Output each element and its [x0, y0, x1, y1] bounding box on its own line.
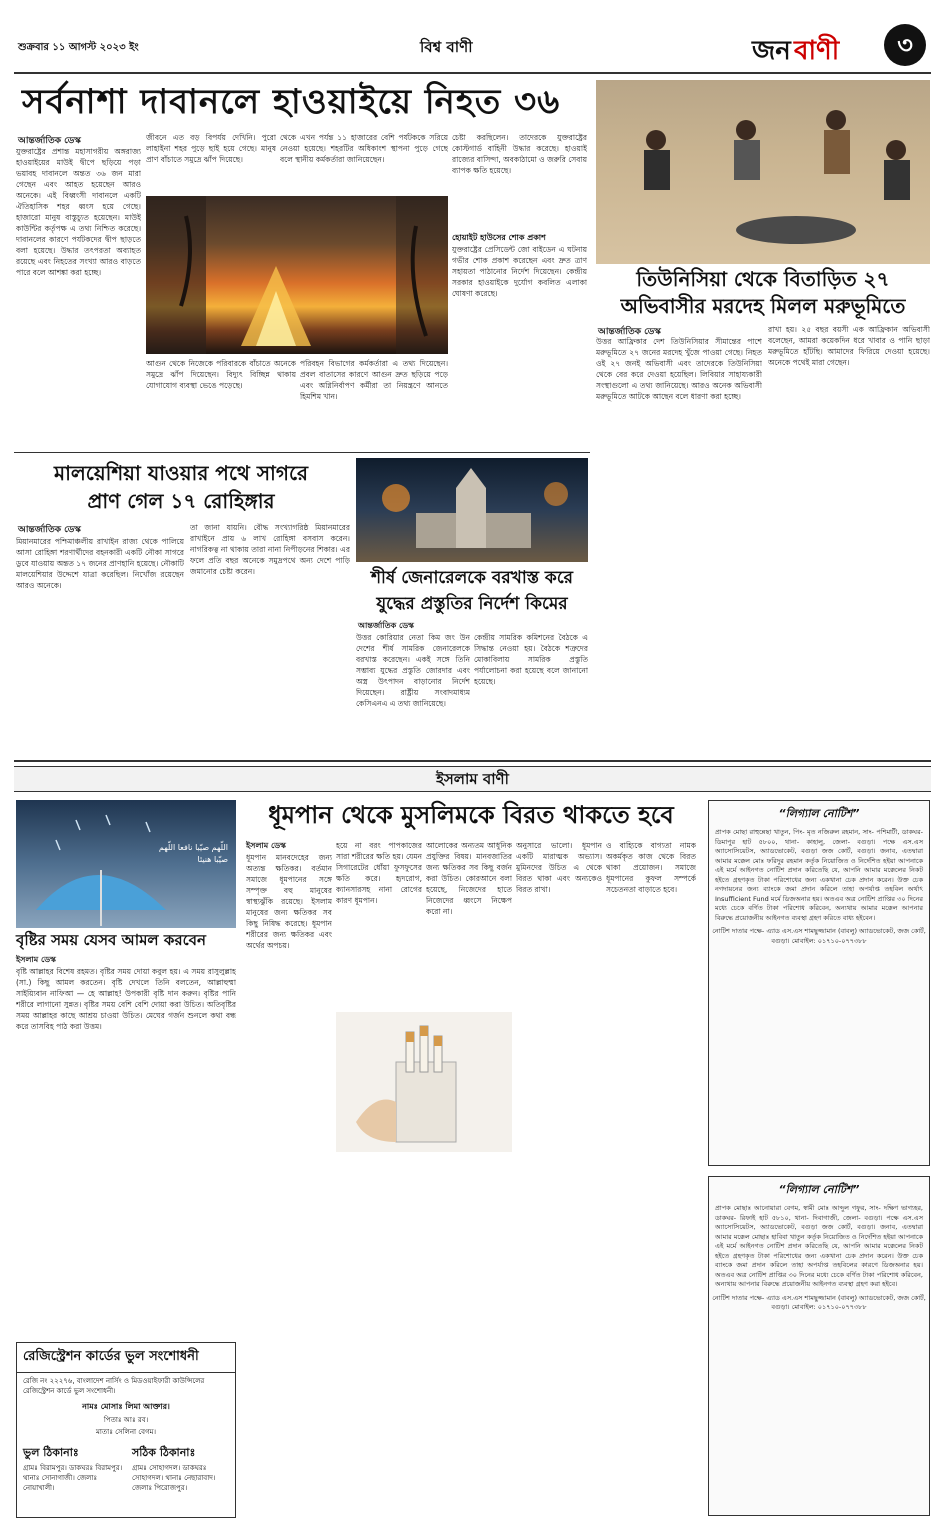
story4-headline-2: যুদ্ধের প্রস্তুতির নির্দেশ কিমের: [376, 594, 568, 614]
legal-notice-1-title: “লিগ্যাল নোটিশ”: [778, 807, 860, 820]
cigarette-illustration: [336, 1012, 512, 1152]
church-illustration: [356, 458, 588, 562]
story1-headline: সর্বনাশা দাবানলে হাওয়াইয়ে নিহত ৩৬: [22, 82, 561, 122]
page-number-badge: [884, 24, 926, 66]
story2-headline-2: অভিবাসীর মরদেহ মিলল মরুভূমিতে: [620, 294, 906, 318]
story2-desk: আন্তর্জাতিক ডেস্ক: [598, 327, 661, 337]
right-address-label: সঠিক ঠিকানাঃ: [132, 1446, 196, 1459]
story1-col3: থেকে এখন পর্যন্ত ১১ হাজারের বেশি পর্যটককে সরিয়ে নেওয়া হয়েছে। শহরটির অধিকাংশ স্থাপনা পুড়ে গেছে বলে স্থানীয় কর্মকর্তারা জানিয়েছেন।: [280, 133, 448, 164]
masthead-logo: [752, 24, 928, 68]
church-fire-photo: [356, 458, 588, 562]
islam-banner: [14, 766, 931, 792]
story2-headline-1: তিউনিসিয়া থেকে বিতাড়িত ২৭: [636, 267, 890, 291]
correction-mother: মাতাঃ সেলিনা বেগম।: [96, 1428, 156, 1436]
rain-desk: ইসলাম ডেস্ক: [16, 955, 56, 964]
smoke-col3: আলোকের অন্যতম আধুনিক প্রযুক্তির বিষয়। মানবজাতির জন্য ক্ষতিকর সব কিছু বর্জন করা উচিত। কোরআনে বলা হয়েছে, নিজেদের হাতে নিজেদের ধ্বংসে নিক্ষেপ করো না।: [426, 841, 512, 916]
story3-headline-1: মালয়েশিয়া যাওয়ার পথে সাগরে: [54, 461, 308, 485]
story4-col1: উত্তর কোরিয়ার নেতা কিম জং উন দেশের শীর্ষ সামরিক জেনারেলকে বরখাস্ত করেছেন। একই সঙ্গে তিনি সম্ভাব্য যুদ্ধের প্রস্তুতি জোরদার এবং অস্ত্র উৎপাদন বাড়ানোর নির্দেশ দিয়েছেন। রাষ্ট্রীয় সংবাদমাধ্যম কেসিএনএ এ তথ্য জানিয়েছে।: [356, 633, 470, 708]
smoke-col5: ও বাহ্যিকে বাগ্যতা নামক অকর্মকৃত কাজ থেকে বিরত থাকা প্রয়োজন। সমাজে ধূমপানের কুফল সম্পর্কে সচেতনতা বাড়াতে হবে।: [606, 841, 696, 894]
section-divider-top: [14, 760, 931, 762]
logo-text-bani: বাণী: [794, 36, 840, 66]
legal-notice-2-title: “লিগ্যাল নোটিশ”: [778, 1183, 860, 1196]
migrants-illustration: [596, 80, 930, 264]
right-address: গ্রামঃ সোহাগদল। ডাকঘরঃ সোহাগদল। থানাঃ নেছারাবাদ। জেলাঃ পিরোজপুর।: [132, 1464, 216, 1492]
rain-text: বৃষ্টি আল্লাহর বিশেষ রহমত। বৃষ্টির সময় দোয়া কবুল হয়। এ সময় রাসুলুল্লাহ (সা.) কিছু আমল করতেন। বৃষ্টি দেখলে তিনি বলতেন, আল্লাহুম্মা সাইয়্যিবান নাফিআ — হে আল্লাহ! উপকারী বৃষ্টি দান করুন। বৃষ্টির পানি শরীরে লাগানো সুন্নত। বৃষ্টির সময় বেশি বেশি দোয়া করা উচিত। অতিবৃষ্টির সময় আল্লাহর কাছে আশ্রয় চাওয়া উচিত। মেঘের গর্জন শুনলে কথা বন্ধ করে তাসবিহ পাঠ করা উত্তম।: [16, 967, 236, 1031]
rain-image-arabic-text: اللّهم صيّبا نافعا اللّهم صيّبا هنيئا: [158, 843, 228, 864]
cigarette-photo: [336, 1012, 512, 1152]
rain-umbrella-photo: [16, 800, 236, 928]
header-rule: [14, 72, 931, 74]
rain-headline: বৃষ্টির সময় যেসব আমল করবেন: [16, 931, 206, 949]
correction-father: পিতাঃ আঃ রব।: [103, 1416, 149, 1424]
wildfire-photo: [146, 196, 448, 354]
story1-col1: যুক্তরাষ্ট্রের প্রশান্ত মহাসাগরীয় অঙ্গরাজ্য হাওয়াইয়ের মাউই দ্বীপে ছড়িয়ে পড়া ভয়াবহ দাবানলে অন্তত ৩৬ জন মারা গেছেন এবং আহত হয়েছেন আরও অনেকে। এই বিধ্বংসী দাবানলে একটি ঐতিহাসিক শহর ধ্বংস হয়ে গেছে। হাজারো মানুষ বাস্তুচ্যুত হয়েছেন। মাউই কাউন্টির কর্তৃপক্ষ এ তথ্য নিশ্চিত করেছে। দাবানলের কারণে পর্যটকদের দ্বীপ ছাড়তে বলা হয়েছে। উদ্ধার তৎপরতা অব্যাহত রয়েছে এবং নিহতের সংখ্যা আরও বাড়তে পারে বলে আশঙ্কা করা হচ্ছে।: [16, 147, 141, 277]
legal-notice-1: [708, 800, 930, 1166]
story1-col4: চেষ্টা করছিলেন। তাদেরকে যুক্তরাষ্ট্রের কোস্টগার্ড বাহিনী উদ্ধার করেছে। হাওয়াই রাজ্যের বাসিন্দা, অবকাঠামো ও জরুরি সেবায় ব্যাপক ক্ষতি হয়েছে।: [452, 133, 587, 175]
wrong-address-label: ভুল ঠিকানাঃ: [23, 1446, 79, 1459]
smoke-col2: হয়ে না বরং পাপকাজের সারা শরীরের ক্ষতি হয়। যেমন সিগারেটের ধোঁয়া ফুসফুসের ক্ষতি করে। হৃদরোগ, ক্যানসারসহ নানা রোগের কারণ ধূমপান।: [336, 841, 422, 905]
story4-col2: কেন্দ্রীয় সামরিক কমিশনের বৈঠকে এ সিদ্ধান্ত নেওয়া হয়। বৈঠকে শত্রুদের মোকাবিলায় সামরিক প্রস্তুতি পর্যালোচনা করা হয়েছে বলে জানানো হয়েছে।: [474, 633, 588, 686]
wildfire-illustration: [146, 196, 448, 354]
story1-bottom-col2: পরিবহন বিভাগের কর্মকর্তারা এ তথ্য দিয়েছেন। প্রবল বাতাসের কারণে আগুন দ্রুত ছড়িয়ে পড়ে এবং অগ্নিনির্বাপণ কর্মীরা তা নিয়ন্ত্রণে আনতে হিমশিম খান।: [300, 359, 448, 401]
story1-col4b: যুক্তরাষ্ট্রের প্রেসিডেন্ট জো বাইডেন এ ঘটনায় গভীর শোক প্রকাশ করেছেন এবং দ্রুত ত্রাণ সহায়তা পাঠানোর নির্দেশ দিয়েছেন। কেন্দ্রীয় সরকার হাওয়াইকে দুর্যোগ কবলিত এলাকা ঘোষণা করেছে।: [452, 245, 587, 298]
legal-notice-1-body: প্রাপক মোছা রাহুন্নেছা খাতুন, পিং- মৃত নজিরুল রহমান, সাং- পশিমাটী, ডাকঘর- ডিমাপুর হাট ৫৮০০, থানা- কাহালু, জেলা- বগুড়া। পক্ষে এস.এস অ্যাসোসিয়েটস, অ্যাডভোকেট, বগুড়া জজ কোর্ট, বগুড়া। জনাব, এতদ্বারা আমার মক্কেল মোঃ ফরিদুর রহমান কর্তৃক নিয়োজিত ও নির্দেশিত হইয়া আপনাকে এই মর্মে আইনগত নোটিশ প্রদান করিতেছি যে, আপনি আমার মক্কেলের নিকট হইতে গ্রহণকৃত টাকা পরিশোধের জন্য একখানা চেক প্রদান করেন। উক্ত চেক নগদায়নের জন্য ব্যাংকে জমা প্রদান করিলে তাহা অপর্যাপ্ত তহবিল অর্থাৎ Insufficient Fund মর্মে ডিজঅনার হয়। অতএব অত্র নোটিশ প্রাপ্তির ৩০ দিনের মধ্যে চেকে বর্ণিত টাকা পরিশোধ করিবেন, অন্যথায় আমার মক্কেল আপনার বিরুদ্ধে প্রয়োজনীয় আইনগত ব্যবস্থা গ্রহণ করিতে বাধ্য হইবেন।: [715, 828, 923, 922]
story2-col1: উত্তর আফ্রিকার দেশ তিউনিসিয়ার সীমান্তের পাশে মরুভূমিতে ২৭ জনের মরদেহ খুঁজে পাওয়া গেছে। নিহত ওই ২৭ জনই অভিবাসী এবং তাদেরকে তিউনিসিয়া থেকে বের করে দেওয়া হয়েছিল। লিবিয়ার সাহায্যকারী সংস্থাগুলো এ তথ্য জানিয়েছে। আরও অনেক অভিবাসী মরুভূমিতে আটকে আছেন বলে ধারণা করা হচ্ছে।: [596, 337, 762, 401]
wrong-address: গ্রামঃ বিরামপুর। ডাকঘরঃ বিরামপুর। থানাঃ সোনাগাজী। জেলাঃ নোয়াখালী।: [23, 1464, 123, 1492]
story4-headline-1: শীর্ষ জেনারেলকে বরখাস্ত করে: [370, 568, 573, 588]
story1-desk: আন্তর্জাতিক ডেস্ক: [18, 136, 81, 146]
story1-subhead: হোয়াইট হাউসের শোক প্রকাশ: [452, 233, 546, 242]
header-section-title: বিশ্ব বাণী: [420, 38, 473, 56]
correction-text: রেজি নং ২২২৭৬, বাংলাদেশ নার্সিং ও মিডওয়াইফারী কাউন্সিলের রেজিস্ট্রেশন কার্ডে ভুল সংশোধনী।: [23, 1377, 205, 1395]
legal-notice-2-signature: নোটিশ দাতার পক্ষে- এ্যাড এস.এস শামছুজ্জামান (বাবলু) অ্যাডভোকেট, জজ কোর্ট, বগুড়া। মোবাইল: ০১৭১০-০৭৭৩৮৮: [712, 1293, 926, 1311]
story1-bottom-col1: আগুন থেকে নিজেকে পরিবারকে বাঁচাতে অনেকে সমুদ্রে ঝাঁপ দিয়েছেন। বিদ্যুৎ বিচ্ছিন্ন থাকায় যোগাযোগ ব্যবস্থা ভেঙে পড়েছে।: [146, 359, 296, 390]
smoke-desk: ইসলাম ডেস্ক: [246, 841, 286, 850]
smoke-col4: অনুসারে ভালো। ধূমপান একটি মারাত্মক অভ্যাস। মুমিনদের উচিত এ থেকে বিরত থাকা এবং অন্যকেও বিরত রাখা।: [516, 841, 602, 894]
story3-desk: আন্তর্জাতিক ডেস্ক: [18, 525, 81, 535]
islam-banner-title: ইসলাম বাণী: [436, 770, 509, 788]
correction-box: [16, 1342, 236, 1518]
legal-notice-2-body: প্রাপক মোছাঃ আনোয়ারা বেগম, স্বামী মোঃ আব্দুল গফুর, সাং- দক্ষিণ ভাগ্যহর, ডাকঘর- রিফাই হাট ৫৮১০, থানা- দিবাগাজী, জেলা- বগুড়া। পক্ষে এস.এস অ্যাসোসিয়েটস, অ্যাডভোকেট, বগুড়া জজ কোর্ট, বগুড়া। জনাব, এতদ্বারা আমার মক্কেল মোছাঃ হাবিবা খাতুন কর্তৃক নিয়োজিত ও নির্দেশিত হইয়া আপনাকে এই মর্মে আইনগত নোটিশ প্রদান করিতেছি যে, আপনি আমার মক্কেলের নিকট হইতে গ্রহণকৃত টাকা পরিশোধের জন্য একখানা চেক প্রদান করেন। উক্ত চেক ব্যাংকে জমা প্রদান করিলে তাহা অপর্যাপ্ত তহবিলের কারণে ডিজঅনার হয়। অতএব অত্র নোটিশ প্রাপ্তির ৩০ দিনের মধ্যে চেকে বর্ণিত টাকা পরিশোধ করিবেন, অন্যথায় আপনার বিরুদ্ধে প্রয়োজনীয় আইনগত ব্যবস্থা গ্রহণ করা হইবে।: [715, 1204, 923, 1288]
story4-desk: আন্তর্জাতিক ডেস্ক: [358, 621, 414, 630]
story3-col1: মিয়ানমারের পশ্চিমাঞ্চলীয় রাখাইন রাজ্য থেকে পালিয়ে আসা রোহিঙ্গা শরণার্থীদের বহনকারী একটি নৌকা সাগরে ডুবে যাওয়ায় অন্তত ১৭ জনের প্রাণহানি হয়েছে। নৌকাটি মালয়েশিয়ার উদ্দেশে যাত্রা করেছিল। নিখোঁজ রয়েছেন আরও অনেকে।: [16, 537, 184, 590]
smoke-col1: ধূমপান মানবদেহের জন্য অত্যন্ত ক্ষতিকর। বর্তমান সমাজে ধূমপানের সঙ্গে সম্পৃক্ত বহু মানুষের স্বাস্থ্যঝুঁকি রয়েছে। ইসলাম মানুষের জন্য ক্ষতিকর সব কিছু নিষিদ্ধ করেছে। ধূমপান শরীরের জন্য ক্ষতিকর এবং অর্থের অপচয়।: [246, 853, 332, 950]
header-date: শুক্রবার ১১ আগস্ট ২০২৩ ইং: [18, 42, 139, 53]
story3-col2: তা জানা যায়নি। বৌদ্ধ সংখ্যাগরিষ্ঠ মিয়ানমারের রাখাইনে প্রায় ৬ লাখ রোহিঙ্গা বসবাস করেন। নাগরিকত্ব না থাকায় তারা নানা নিপীড়নের শিকার। এর ফলে প্রতি বছর অনেকে সমুদ্রপথে অন্য দেশে পাড়ি জমানোর চেষ্টা করেন।: [190, 523, 350, 576]
story1-col2: জীবনে এত বড় বিপর্যয় দেখিনি। পুরো লাহাইনা শহর পুড়ে ছাই হয়ে গেছে। মানুষ প্রাণ বাঁচাতে সমুদ্রে ঝাঁপ দিয়েছে।: [146, 133, 276, 164]
story3-headline-2: প্রাণ গেল ১৭ রোহিঙ্গার: [87, 489, 275, 513]
page-number: ৩: [897, 31, 913, 59]
migrants-desert-photo: [596, 80, 930, 264]
legal-notice-2: [708, 1176, 930, 1516]
story3-top-rule: [14, 452, 590, 453]
legal-notice-1-signature: নোটিশ দাতার পক্ষে- এ্যাড এস.এস শামছুজ্জামান (বাবলু) অ্যাডভোকেট, জজ কোর্ট, বগুড়া। মোবাইল: ০১৭১০-০৭৭৩৮৮: [712, 927, 926, 945]
story2-col2: রাখা হয়। ২৫ বছর বয়সী এক আফ্রিকান অভিবাসী বলেছেন, আমরা কয়েকদিন ধরে খাবার ও পানি ছাড়া মরুভূমিতে হাঁটছি। আমাদের ফিরিয়ে দেওয়া হয়েছে। অনেকে পথেই মারা গেছেন।: [768, 325, 930, 367]
correction-title: রেজিস্ট্রেশন কার্ডের ভুল সংশোধনী: [17, 1343, 235, 1373]
correction-name: নামঃ মোসাঃ লিমা আক্তার।: [82, 1402, 170, 1411]
smoke-headline: ধূমপান থেকে মুসলিমকে বিরত থাকতে হবে: [268, 801, 674, 829]
logo-text-jon: জন: [752, 36, 791, 66]
